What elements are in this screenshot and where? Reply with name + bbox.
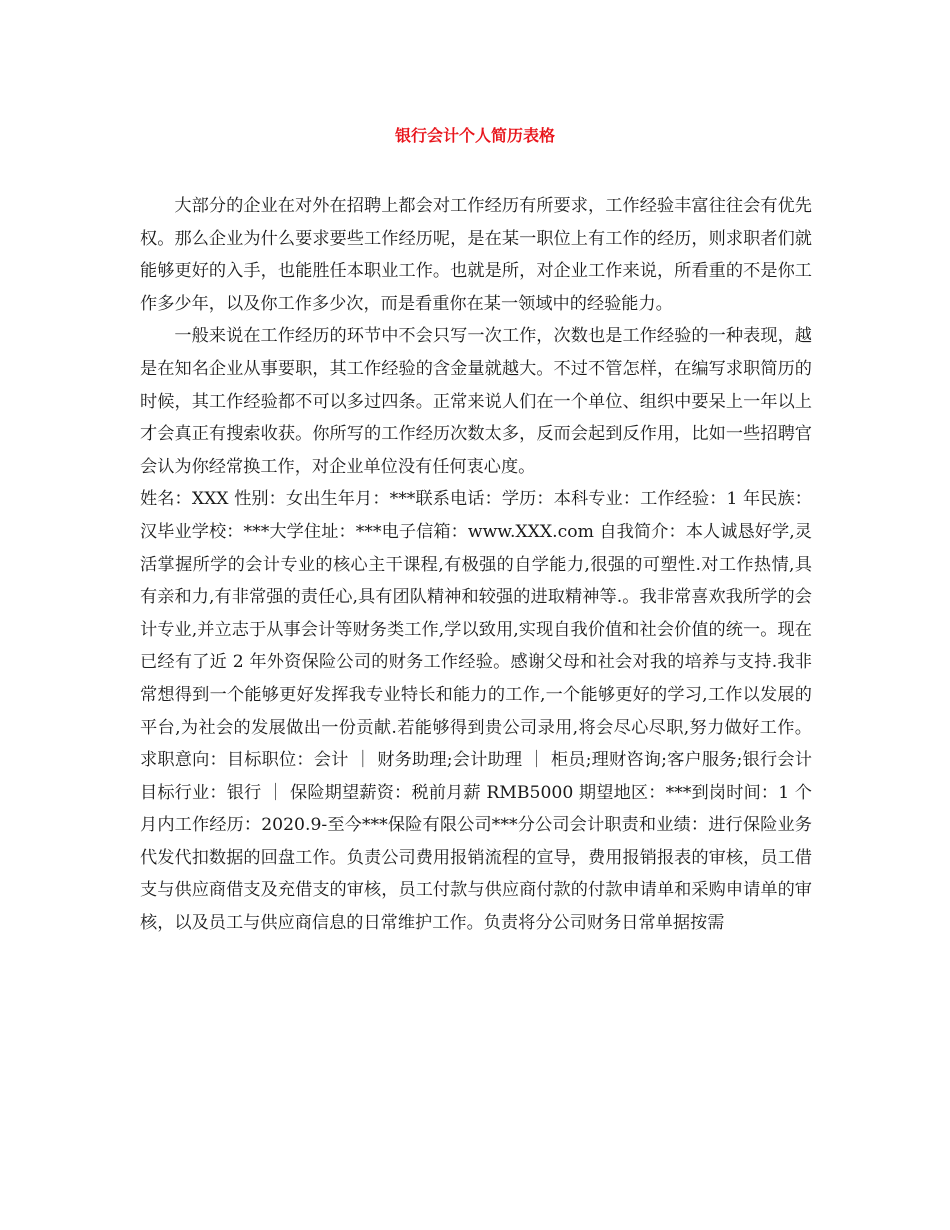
paragraph-resume-details: 姓名：XXX 性别：女出生年月：***联系电话：学历：本科专业：工作经验：1 年民族：汉毕业学校：***大学住址：***电子信箱：www.XXX.com 自我简介：本人诚恳好学,灵活掌握所学的会计专业的核心主干课程,有极强的自学能力,很强的可塑性.对工作热情,具有亲和力,有非常强的责任心,具有团队精神和较强的进取精神等.。我非常喜欢我所学的会计专业,并立志于从事会计等财务类工作,学以致用,实现自我价值和社会价值的统一。现在已经有了近 2 年外资保险公司的财务工作经验。感谢父母和社会对我的培养与支持.我非常想得到一个能够更好发挥我专业特长和能力的工作,一个能够更好的学习,工作以发展的平台,为社会的发展做出一份贡献.若能够得到贵公司录用,将会尽心尽职,努力做好工作。求职意向：目标职位：会计 ｜ 财务助理;会计助理 ｜ 柜员;理财咨询;客户服务;银行会计目标行业：银行 ｜ 保险期望薪资：税前月薪 RMB5000 期望地区：***到岗时间：1 个月内工作经历：2020.9-至今***保险有限公司***分公司会计职责和业绩：进行保险业务代发代扣数据的回盘工作。负责公司费用报销流程的宣导，费用报销报表的审核，员工借支与供应商借支及充借支的审核，员工付款与供应商付款的付款申请单和采购申请单的审核，以及员工与供应商信息的日常维护工作。负责将分公司财务日常单据按需 [140,489,812,934]
page-title: 银行会计个人简历表格 [394,126,555,145]
paragraph-work-experience: 一般来说在工作经历的环节中不会只写一次工作，次数也是工作经验的一种表现，越是在知名企业从事要职，其工作经验的含金量就越大。不过不管怎样，在编写求职简历的时候，其工作经验都不可以多过四条。正常来说人们在一个单位、组织中要呆上一年以上才会真正有搜索收获。你所写的工作经历次数太多，反而会起到反作用，比如一些招聘官会认为你经常换工作，对企业单位没有任何衷心度。 [140,326,812,477]
document-body [140,190,812,940]
paragraph-intro: 大部分的企业在对外在招聘上都会对工作经历有所要求，工作经验丰富往往会有优先权。那么企业为什么要求要些工作经历呢，是在某一职位上有工作的经历，则求职者们就能够更好的入手，也能胜任本职业工作。也就是所，对企业工作来说，所看重的不是你工作多少年，以及你工作多少次，而是看重你在某一领域中的经验能力。 [140,196,812,314]
